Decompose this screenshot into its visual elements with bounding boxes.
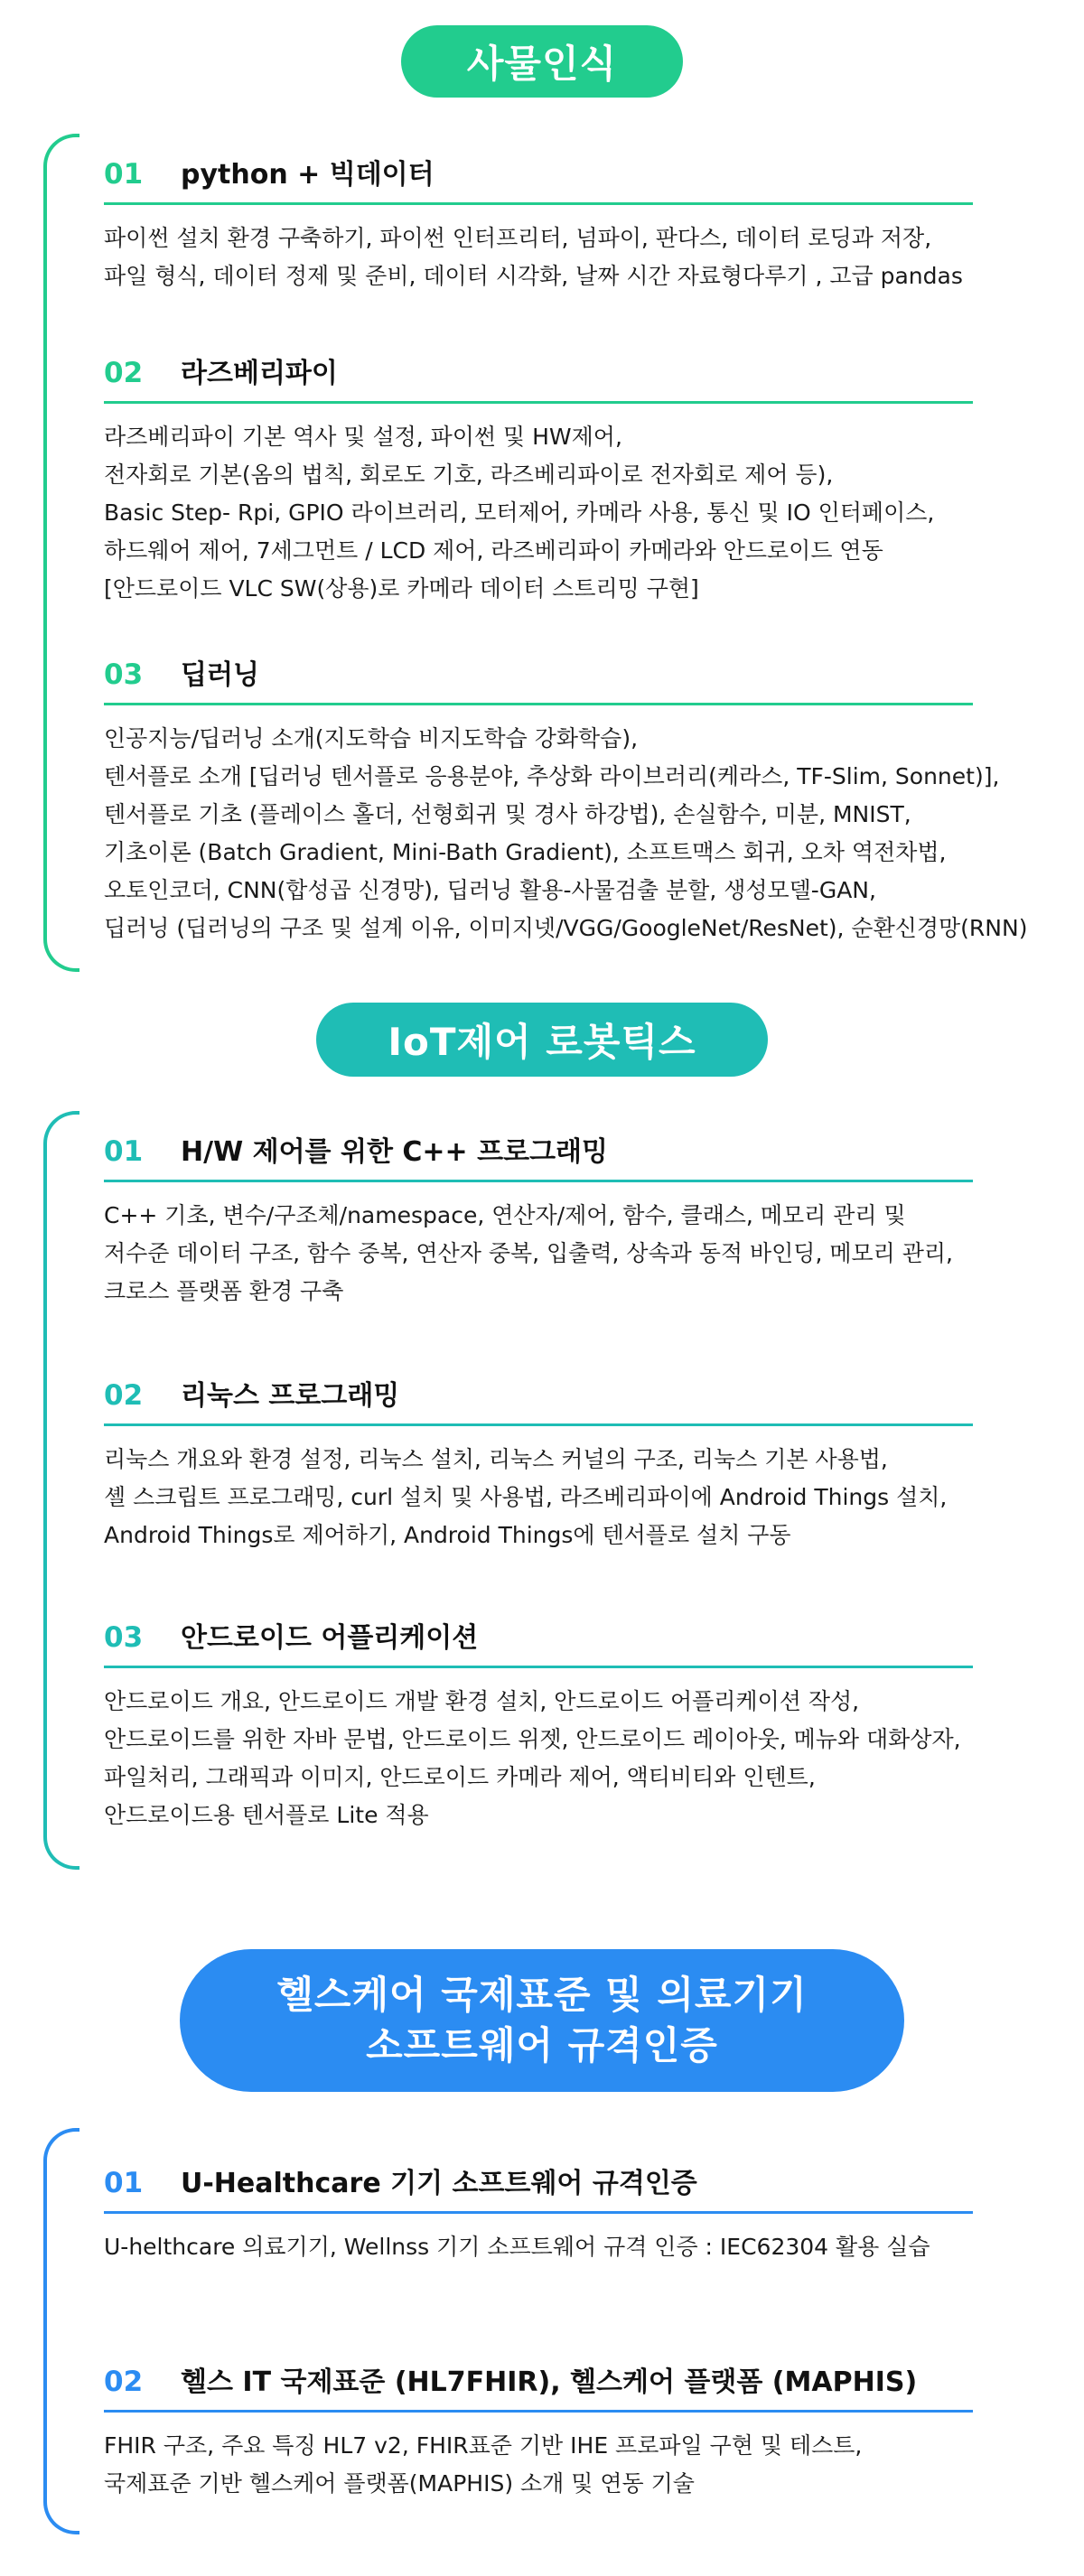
curriculum-item (104, 2161, 973, 2266)
description-line: 파일 형식, 데이터 정제 및 준비, 데이터 시각화, 날짜 시간 자료형다루기 , 고급 pandas (104, 263, 963, 289)
description-line: 텐서플로 기초 (플레이스 홀더, 선형회귀 및 경사 하강법), 손실함수, 미분, MNIST, (104, 801, 911, 827)
item-divider (104, 1180, 973, 1182)
description-line: [안드로이드 VLC SW(상용)로 카메라 데이터 스트리밍 구현] (104, 575, 699, 602)
description-line: 안드로이드를 위한 자바 문법, 안드로이드 위젯, 안드로이드 레이아웃, 메뉴와 대화상자, (104, 1726, 961, 1752)
item-title: 안드로이드 어플리케이션 (181, 1622, 479, 1654)
item-description (104, 1441, 973, 1554)
item-title: python + 빅데이터 (181, 159, 435, 191)
description-line: 안드로이드 개요, 안드로이드 개발 환경 설치, 안드로이드 어플리케이션 작성, (104, 1688, 860, 1714)
description-line: 파일처리, 그래픽과 이미지, 안드로이드 카메라 제어, 액티비티와 인텐트, (104, 1764, 816, 1790)
item-divider (104, 401, 973, 404)
description-line: 딥러닝 (딥러닝의 구조 및 설계 이유, 이미지넷/VGG/GoogleNet/ResNet), 순환신경망(RNN) (104, 915, 1028, 941)
item-title: 딥러닝 (181, 659, 259, 691)
description-line: 인공지능/딥러닝 소개(지도학습 비지도학습 강화학습), (104, 725, 639, 751)
section-bracket (43, 2128, 79, 2534)
item-divider (104, 1423, 973, 1426)
item-description (104, 1683, 973, 1834)
curriculum-item (104, 1615, 973, 1834)
item-title: 리눅스 프로그래밍 (181, 1380, 400, 1412)
curriculum-item (104, 652, 1028, 947)
curriculum-item (104, 152, 973, 295)
description-line: 텐서플로 소개 [딥러닝 텐서플로 응용분야, 추상화 라이브러리(케라스, TF-Slim, Sonnet)], (104, 763, 1000, 789)
description-line: 국제표준 기반 헬스케어 플랫폼(MAPHIS) 소개 및 연동 기술 (104, 2470, 695, 2497)
item-divider (104, 703, 973, 705)
item-description (104, 418, 973, 608)
description-line: U-helthcare 의료기기, Wellnss 기기 소프트웨어 규격 인증 : IEC62304 활용 실습 (104, 2234, 930, 2260)
description-line: 안드로이드용 텐서플로 Lite 적용 (104, 1802, 429, 1828)
section-title-line: 소프트웨어 규격인증 (366, 2023, 718, 2067)
curriculum-item (104, 1129, 973, 1311)
description-line: Android Things로 제어하기, Android Things에 텐서플로 설치 구동 (104, 1522, 791, 1548)
item-title: 라즈베리파이 (181, 358, 338, 389)
section-title-pill (401, 25, 683, 98)
item-divider (104, 2410, 973, 2413)
item-number: 03 (104, 658, 144, 691)
item-title: H/W 제어를 위한 C++ 프로그래밍 (181, 1136, 609, 1168)
description-line: 크로스 플랫폼 환경 구축 (104, 1278, 344, 1304)
description-line: 리눅스 개요와 환경 설정, 리눅스 설치, 리눅스 커널의 구조, 리눅스 기본 사용법, (104, 1446, 888, 1472)
curriculum-item (104, 1373, 973, 1554)
description-line: 라즈베리파이 기본 역사 및 설정, 파이썬 및 HW제어, (104, 424, 622, 450)
item-number: 02 (104, 1379, 144, 1412)
description-line: 기초이론 (Batch Gradient, Mini-Bath Gradient), 소프트맥스 회귀, 오차 역전차법, (104, 839, 947, 865)
item-description (104, 1197, 973, 1311)
description-line: 파이썬 설치 환경 구축하기, 파이썬 인터프리터, 넘파이, 판다스, 데이터 로딩과 저장, (104, 225, 932, 251)
section-bracket (43, 134, 79, 972)
description-line: 저수준 데이터 구조, 함수 중복, 연산자 중복, 입출력, 상속과 동적 바인딩, 메모리 관리, (104, 1240, 953, 1266)
description-line: 셸 스크립트 프로그래밍, curl 설치 및 사용법, 라즈베리파이에 Android Things 설치, (104, 1484, 948, 1510)
item-divider (104, 1666, 973, 1668)
item-title: U-Healthcare 기기 소프트웨어 규격인증 (181, 2168, 697, 2199)
description-line: 오토인코더, CNN(합성곱 신경망), 딥러닝 활용-사물검출 분할, 생성모델-GAN, (104, 877, 876, 903)
item-description (104, 720, 1028, 947)
description-line: C++ 기초, 변수/구조체/namespace, 연산자/제어, 함수, 클래스, 메모리 관리 및 (104, 1202, 906, 1228)
section-title-pill (180, 1949, 904, 2092)
item-number: 02 (104, 357, 144, 389)
item-title: 헬스 IT 국제표준 (HL7FHIR), 헬스케어 플랫폼 (MAPHIS) (181, 2366, 918, 2398)
section-title-line: 헬스케어 국제표준 및 의료기기 (276, 1973, 808, 2017)
item-number: 01 (104, 158, 144, 191)
section-title-pill (316, 1003, 768, 1077)
item-divider (104, 2211, 973, 2214)
item-description (104, 2228, 973, 2266)
item-number: 01 (104, 2167, 144, 2199)
curriculum-item (104, 2359, 973, 2503)
section-bracket (43, 1111, 79, 1870)
description-line: 하드웨어 제어, 7세그먼트 / LCD 제어, 라즈베리파이 카메라와 안드로이드 연동 (104, 537, 883, 564)
item-divider (104, 202, 973, 205)
item-description (104, 2427, 973, 2503)
item-number: 03 (104, 1621, 144, 1654)
item-number: 01 (104, 1135, 144, 1168)
description-line: 전자회로 기본(옴의 법칙, 회로도 기호, 라즈베리파이로 전자회로 제어 등), (104, 462, 834, 488)
description-line: FHIR 구조, 주요 특징 HL7 v2, FHIR표준 기반 IHE 프로파일 구현 및 테스트, (104, 2432, 863, 2459)
description-line: Basic Step- Rpi, GPIO 라이브러리, 모터제어, 카메라 사용, 통신 및 IO 인터페이스, (104, 499, 935, 526)
item-description (104, 219, 973, 295)
item-number: 02 (104, 2366, 144, 2398)
section-title: 사물인식 (466, 42, 618, 86)
section-title: IoT제어 로봇틱스 (388, 1020, 696, 1064)
curriculum-item (104, 350, 973, 608)
